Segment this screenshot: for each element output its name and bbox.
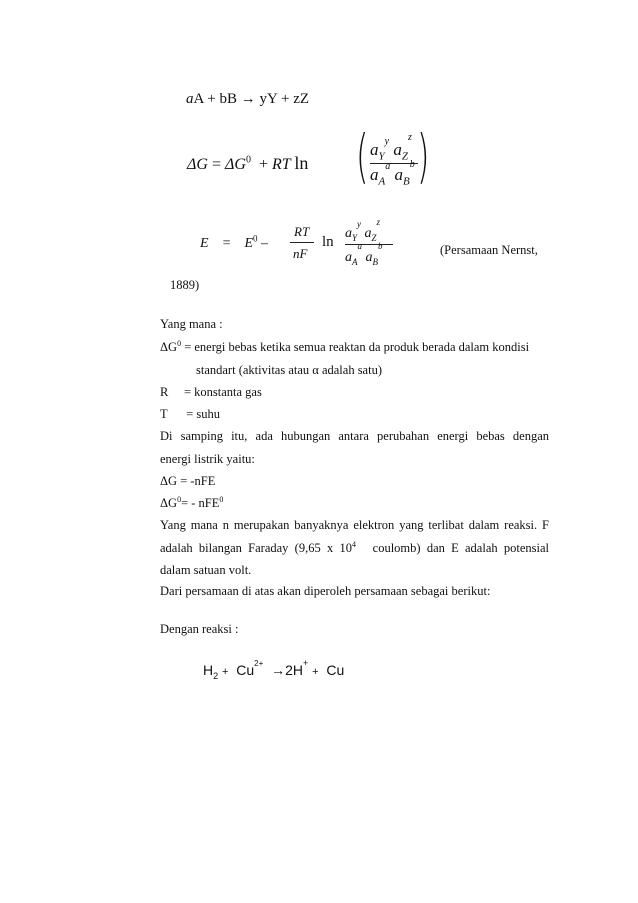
dg0-definition-cont: standart (aktivitas atau α adalah satu): [196, 363, 382, 377]
with-reaction-label: Dengan reaksi :: [160, 622, 239, 636]
subscript: Z: [401, 150, 408, 163]
superscript: a: [357, 241, 362, 252]
superscript: y: [384, 136, 390, 148]
superscript-zero: 0: [253, 233, 258, 244]
gibbs-denominator: [370, 159, 415, 188]
dg0-symbol: ΔG: [160, 340, 178, 354]
plus-sign: +: [312, 666, 319, 678]
equals-sign: =: [211, 156, 221, 173]
superscript: b: [409, 159, 415, 171]
equation-dg: ΔG = -nFE: [160, 474, 216, 488]
superscript: y: [357, 219, 362, 230]
paragraph-line: Di samping itu, ada hubungan antara perubahan energi bebas dengan: [160, 429, 549, 443]
activity-a: a: [345, 250, 352, 265]
subscript: Y: [378, 150, 385, 163]
t-definition: T = suhu: [160, 407, 220, 421]
plus-sign: +: [281, 91, 290, 107]
activity-a: a: [364, 226, 372, 241]
minus-sign: –: [261, 236, 269, 251]
where-label: Yang mana :: [160, 317, 223, 331]
potential-e: E: [200, 236, 209, 251]
term-bB: bB: [219, 91, 237, 107]
coef-a: a: [186, 91, 194, 107]
activity-a: a: [394, 165, 403, 184]
reaction-arrow: →: [271, 662, 286, 678]
dg0-definition: [160, 339, 529, 355]
term-zZ: zZ: [293, 91, 310, 107]
rt-term: RT: [271, 156, 291, 173]
subscript: B: [372, 256, 378, 267]
r-definition: R = konstanta gas: [160, 385, 262, 399]
nernst-citation: (Persamaan Nernst,: [440, 243, 538, 257]
nernst-citation-year: 1889): [170, 278, 200, 292]
faraday-text-a: [160, 540, 356, 556]
equals-sign: =: [222, 236, 231, 251]
nernst-lhs: [200, 233, 269, 252]
nernst-denominator: [345, 241, 383, 267]
superscript-zero: 0: [245, 154, 251, 166]
rt-numerator: RT: [294, 224, 310, 239]
left-parenthesis: (: [356, 122, 369, 190]
superscript-zero: 0: [177, 338, 182, 348]
plus-sign: +: [222, 666, 229, 678]
reaction-equation: [186, 91, 309, 108]
copper-reaction-equation: [203, 658, 345, 681]
dg0-symbol: ΔG: [160, 496, 178, 510]
superscript-zero: 0: [177, 494, 182, 504]
paragraph-line: Yang mana n merupakan banyaknya elektron yang terlibat dalam reaksi. F: [160, 518, 549, 532]
species-A: A: [193, 91, 204, 107]
term-yY: yY: [259, 91, 278, 107]
paragraph-line: Dari persamaan di atas akan diperoleh persamaan sebagai berikut:: [160, 584, 491, 598]
superscript: z: [407, 132, 412, 144]
gibbs-numerator: [370, 132, 412, 163]
paragraph-line: [160, 540, 549, 556]
hydrogen-ion: 2H: [285, 662, 303, 678]
nernst-numerator: [345, 217, 381, 243]
standard-potential: E: [244, 236, 254, 251]
paragraph-line: dalam satuan volt.: [160, 563, 252, 577]
superscript: 4: [351, 539, 356, 549]
subscript: Y: [352, 232, 358, 243]
nernst-fraction-line: [345, 244, 393, 245]
hydrogen: H: [203, 662, 214, 678]
subscript: A: [352, 256, 358, 267]
subscript: A: [378, 175, 386, 188]
copper-ion: Cu: [236, 662, 255, 678]
superscript: a: [385, 161, 391, 173]
copper: Cu: [326, 662, 345, 678]
reaction-arrow: →: [240, 91, 256, 107]
superscript: b: [378, 241, 383, 252]
equation-dg0: [160, 495, 223, 511]
dg0-definition-text: = energi bebas ketika semua reaktan da produk berada dalam kondisi: [181, 340, 530, 354]
activity-a: a: [345, 226, 352, 241]
subscript: B: [402, 175, 410, 188]
charge: +: [302, 658, 309, 669]
faraday-text-b: coulomb) dan E adalah potensial: [366, 541, 549, 555]
paragraph-line: energi listrik yaitu:: [160, 452, 255, 466]
ln-operator: ln: [294, 153, 309, 173]
activity-a: a: [365, 250, 373, 265]
equation-rhs: = - nFE: [181, 496, 220, 510]
ln-operator: ln: [322, 234, 334, 250]
plus-sign: +: [258, 156, 268, 173]
charge: 2+: [254, 659, 264, 669]
gibbs-lhs: [187, 153, 308, 174]
activity-a: a: [393, 140, 402, 159]
nf-denominator: nF: [293, 246, 308, 261]
delta-g: ΔG: [187, 156, 208, 173]
subscript: 2: [213, 670, 219, 681]
subscript: Z: [371, 232, 377, 243]
activity-a: a: [370, 165, 379, 184]
superscript: z: [376, 217, 381, 228]
text: adalah bilangan Faraday (9,65 x 10: [160, 541, 352, 555]
right-parenthesis: ): [417, 122, 430, 190]
rt-nf-fraction-line: [290, 242, 314, 243]
plus-sign: +: [207, 91, 216, 107]
superscript-zero: 0: [219, 494, 224, 504]
activity-a: a: [370, 140, 379, 159]
delta-g-standard: ΔG: [224, 156, 246, 173]
